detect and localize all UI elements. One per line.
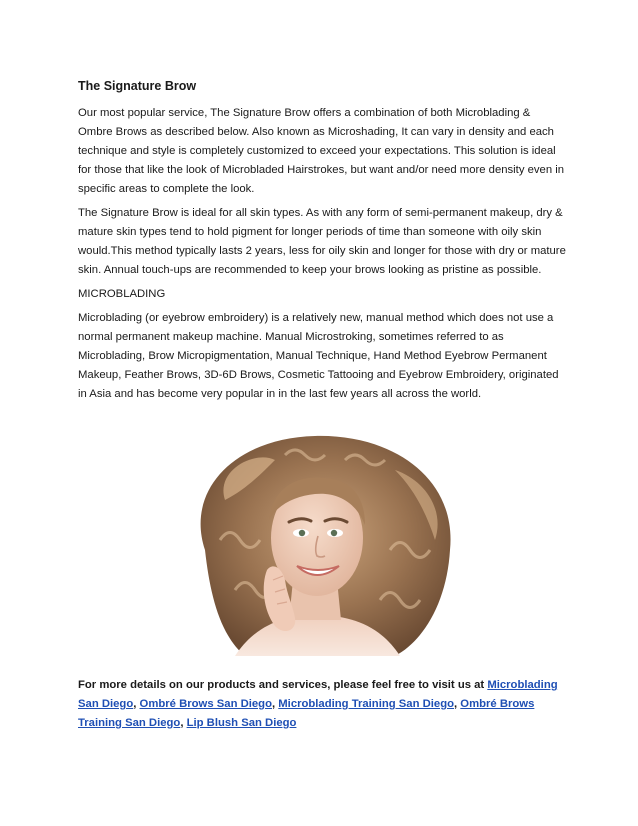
document-body <box>78 78 566 409</box>
link-separator: , <box>180 717 187 729</box>
paragraph-intro: Our most popular service, The Signature Brow offers a combination of both Microblading & Ombre Brows as described below. Also known as Microshading, It can vary in density and each technique and style is completely customized to exceed your expectations. This solution is ideal for those that like the look of Microbladed Hairstrokes, but want and/or need more density even in specific areas to complete the look. <box>78 107 565 195</box>
paragraph-skin-types: The Signature Brow is ideal for all skin types. As with any form of semi-permanent makeup, dry & mature skin types tend to hold pigment for longer periods of time than someone with oily skin would.This method typically lasts 2 years, less for oily skin and longer for those with dry or mature skin. Annual touch-ups are recommended to keep your brows looking as pristine as possible. <box>78 207 566 276</box>
link-ombre-brows-training-san-diego[interactable]: Ombré Brows Training San Diego <box>78 698 535 729</box>
link-separator: , <box>271 698 279 710</box>
section-heading-microblading: MICROBLADING <box>78 288 166 300</box>
link-separator: , <box>133 698 140 710</box>
link-separator: , <box>454 698 461 710</box>
portrait-photo <box>165 430 475 656</box>
paragraph-microblading: Microblading (or eyebrow embroidery) is a relatively new, manual method which does not use a normal permanent makeup machine. Manual Microstroking, sometimes referred to as Microblading, Brow Micropigmentation, Manual Technique, Hand Method Eyebrow Permanent Makeup, Feather Brows, 3D-6D Brows, Cosmetic Tattooing and Eyebrow Embroidery, originated in Asia and has become very popular in in the last few years all across the world. <box>78 312 559 400</box>
link-microblading-san-diego[interactable]: Microblading San Diego <box>78 679 558 710</box>
footer-links-paragraph <box>78 676 566 733</box>
link-microblading-training-san-diego[interactable]: Microblading Training San Diego <box>278 698 455 710</box>
page-title: The Signature Brow <box>78 79 197 93</box>
link-ombre-brows-san-diego[interactable]: Ombré Brows San Diego <box>139 698 272 710</box>
link-lip-blush-san-diego[interactable]: Lip Blush San Diego <box>186 717 297 729</box>
footer-intro-text: For more details on our products and services, please feel free to visit us at <box>78 679 488 691</box>
